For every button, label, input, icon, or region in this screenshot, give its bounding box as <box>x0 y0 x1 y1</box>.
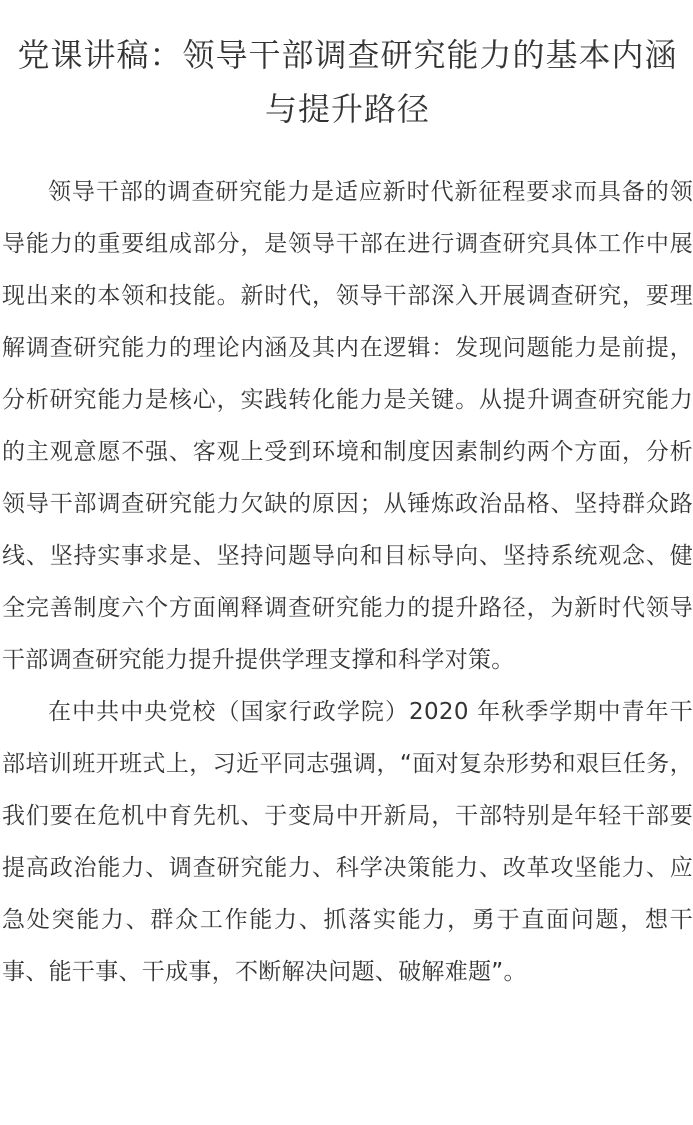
article-paragraph-1: 领导干部的调查研究能力是适应新时代新征程要求而具备的领导能力的重要组成部分，是领导干部在进行调查研究具体工作中展现出来的本领和技能。新时代，领导干部深入开展调查研究，要理解调查研究能力的理论内涵及其内在逻辑：发现问题能力是前提，分析研究能力是核心，实践转化能力是关键。从提升调查研究能力的主观意愿不强、客观上受到环境和制度因素制约两个方面，分析领导干部调查研究能力欠缺的原因；从锤炼政治品格、坚持群众路线、坚持实事求是、坚持问题导向和目标导向、坚持系统观念、健全完善制度六个方面阐释调查研究能力的提升路径，为新时代领导干部调查研究能力提升提供学理支撑和科学对策。 <box>2 179 693 673</box>
article-title: 党课讲稿：领导干部调查研究能力的基本内涵与提升路径 <box>17 36 678 128</box>
article-paragraph-2: 在中共中央党校（国家行政学院）2020 年秋季学期中青年干部培训班开班式上，习近平同志强调，“面对复杂形势和艰巨任务，我们要在危机中育先机、于变局中开新局，干部特别是年轻干部要提高政治能力、调查研究能力、科学决策能力、改革攻坚能力、应急处突能力、群众工作能力、抓落实能力，勇于直面问题，想干事、能干事、干成事，不断解决问题、破解难题”。 <box>2 699 693 985</box>
article <box>0 28 693 998</box>
